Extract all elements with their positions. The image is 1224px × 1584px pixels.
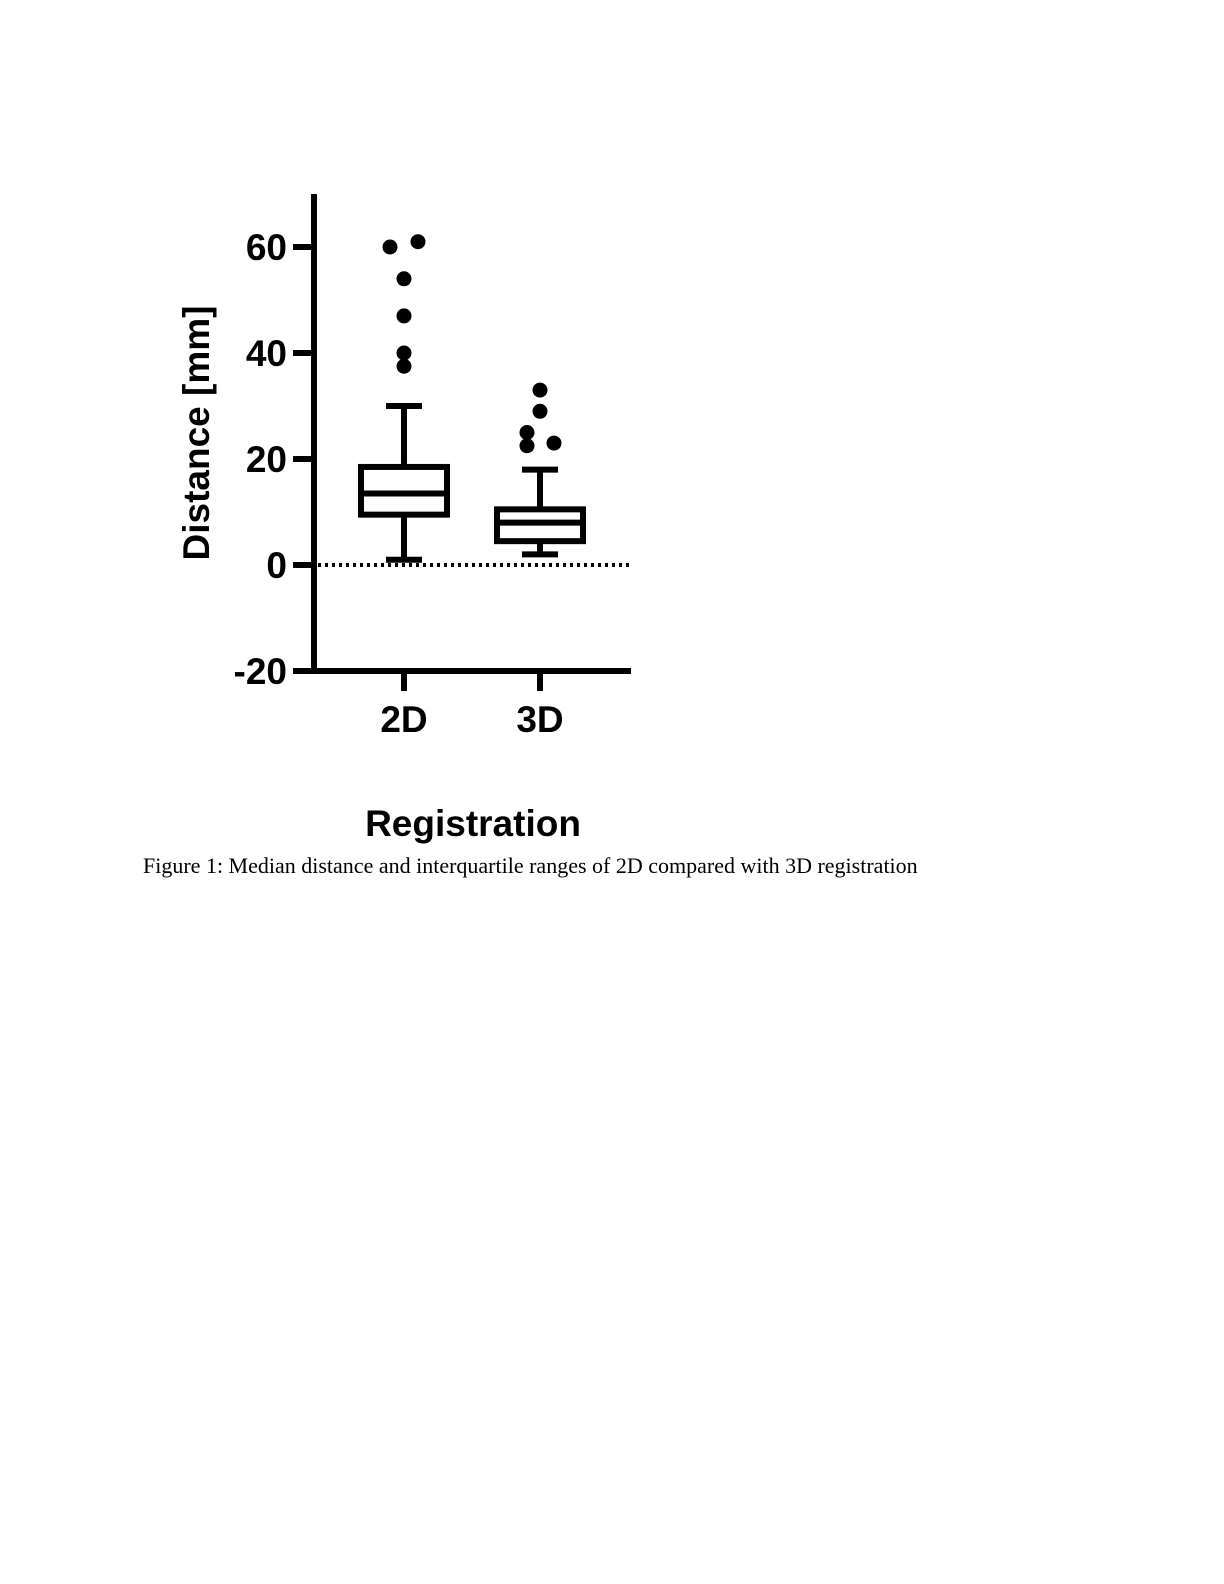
y-tick-label: 0 — [266, 545, 287, 586]
box-2D — [361, 234, 447, 560]
y-tick-label: 60 — [245, 227, 287, 268]
x-axis-label: Registration — [365, 803, 581, 844]
figure-caption: Figure 1: Median distance and interquartile ranges of 2D compared with 3D registration — [143, 853, 918, 878]
y-tick-label: 20 — [245, 439, 287, 480]
outlier-point — [533, 383, 548, 398]
outlier-point — [397, 271, 412, 286]
outlier-point — [397, 308, 412, 323]
x-tick-label: 2D — [380, 699, 428, 740]
outlier-point — [520, 425, 535, 440]
x-ticks — [380, 671, 563, 740]
x-tick-label: 3D — [516, 699, 564, 740]
box-3D — [497, 383, 583, 555]
outlier-point — [411, 234, 426, 249]
outlier-point — [547, 436, 562, 451]
y-tick-label: -20 — [233, 651, 287, 692]
outlier-point — [397, 346, 412, 361]
outlier-point — [533, 404, 548, 419]
outlier-point — [397, 359, 412, 374]
y-ticks — [234, 227, 314, 692]
boxes — [361, 234, 583, 560]
y-tick-label: 40 — [245, 333, 287, 374]
outlier-point — [383, 240, 398, 255]
outlier-point — [520, 438, 535, 453]
axes — [311, 194, 631, 674]
y-axis-label: Distance [mm] — [176, 305, 217, 561]
